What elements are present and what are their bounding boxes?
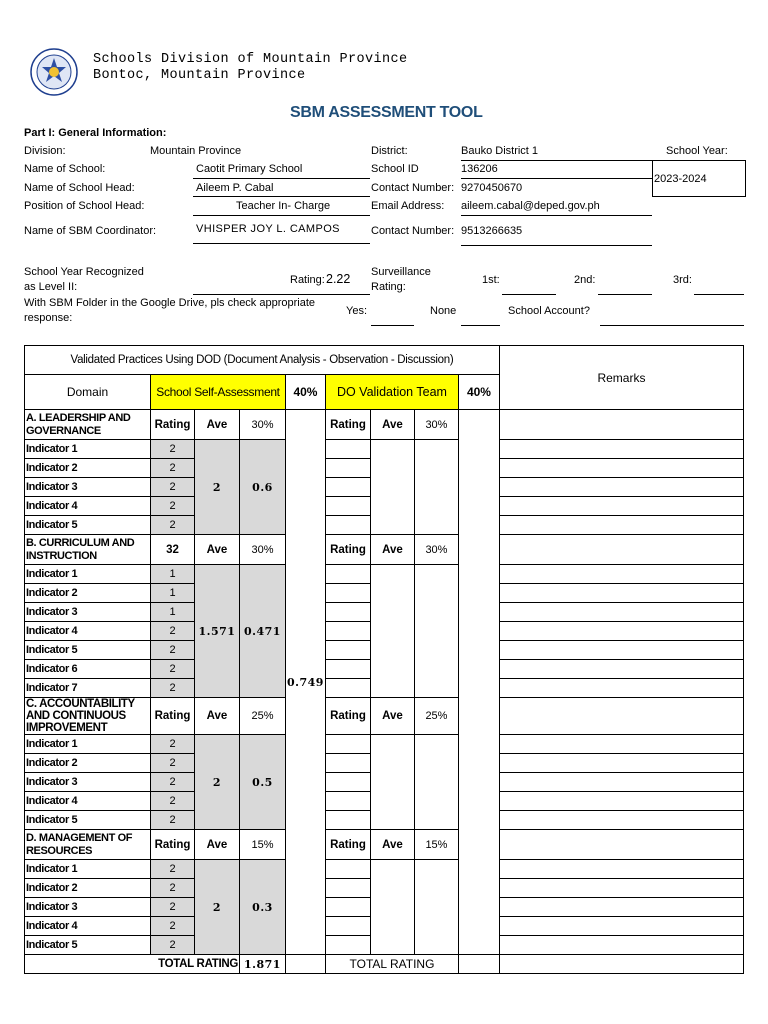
indicator-rating: 2 (151, 754, 195, 773)
indicator-label: Indicator 1 (25, 440, 151, 459)
indicator-rating: 2 (151, 622, 195, 641)
do-total-rating-label: TOTAL RATING (325, 955, 458, 974)
domain-ave-head: Ave (195, 535, 240, 565)
do-indicator-rating (325, 773, 370, 792)
first-label: 1st: (482, 274, 500, 286)
domain-weight: 30% (240, 410, 286, 440)
org-line-1: Schools Division of Mountain Province (93, 52, 408, 67)
do-domain-weighted (414, 735, 458, 830)
domain-ave-head: Ave (195, 830, 240, 860)
do-indicator-rating (325, 641, 370, 660)
remarks-cell (499, 603, 743, 622)
deped-seal-logo (30, 48, 78, 96)
do-weight: 30% (414, 410, 458, 440)
indicator-label: Indicator 1 (25, 735, 151, 754)
remarks-cell (499, 497, 743, 516)
domain-ave: 1.571 (195, 565, 240, 698)
do-indicator-rating (325, 584, 370, 603)
do-indicator-rating (325, 735, 370, 754)
indicator-label: Indicator 4 (25, 792, 151, 811)
do-indicator-rating (325, 497, 370, 516)
coordinator-contact-value: 9513266635 (461, 225, 523, 237)
do-weight: 30% (414, 535, 458, 565)
domain-weighted: 0.3 (240, 860, 286, 955)
email-value: aileem.cabal@deped.gov.ph (461, 200, 600, 212)
domain-header: Domain (25, 375, 151, 410)
domain-rating-head: Rating (151, 410, 195, 440)
remarks-cell (499, 660, 743, 679)
do-ave-head: Ave (370, 535, 414, 565)
do-ave-head: Ave (370, 830, 414, 860)
domain-ave: 2 (195, 440, 240, 535)
remarks-cell (499, 879, 743, 898)
division-label: Division: (24, 145, 66, 157)
remarks-cell (499, 735, 743, 754)
do-indicator-rating (325, 898, 370, 917)
remarks-cell (499, 641, 743, 660)
domain-weighted: 0.471 (240, 565, 286, 698)
do-domain-ave (370, 735, 414, 830)
domain-weight: 15% (240, 830, 286, 860)
third-label: 3rd: (673, 274, 692, 286)
self-assessment-header: School Self-Assessment (151, 375, 286, 410)
indicator-rating: 2 (151, 936, 195, 955)
do-domain-ave (370, 860, 414, 955)
division-value: Mountain Province (150, 145, 242, 157)
indicator-rating: 1 (151, 565, 195, 584)
domain-ave-head: Ave (195, 698, 240, 735)
do-weight: 15% (414, 830, 458, 860)
part1-heading: Part I: General Information: (24, 127, 167, 139)
remarks-cell (499, 478, 743, 497)
indicator-rating: 2 (151, 459, 195, 478)
indicator-label: Indicator 3 (25, 773, 151, 792)
do-indicator-rating (325, 565, 370, 584)
table-caption: Validated Practices Using DOD (Document Analysis - Observation - Discussion) (25, 346, 500, 375)
assessment-table (24, 345, 744, 974)
remarks-cell (499, 440, 743, 459)
do-indicator-rating (325, 622, 370, 641)
domain-rating-head: Rating (151, 830, 195, 860)
indicator-rating: 2 (151, 898, 195, 917)
do-indicator-rating (325, 440, 370, 459)
indicator-label: Indicator 7 (25, 679, 151, 698)
do-indicator-rating (325, 754, 370, 773)
remarks-cell (499, 535, 743, 565)
email-label: Email Address: (371, 200, 445, 212)
second-label: 2nd: (574, 274, 596, 286)
domain-rating-head: Rating (151, 698, 195, 735)
rating-label: Rating: (290, 274, 325, 286)
indicator-rating: 1 (151, 584, 195, 603)
contact-value: 9270450670 (461, 182, 523, 194)
do-rating-head: Rating (325, 410, 370, 440)
total-spacer (286, 955, 326, 974)
position-value: Teacher In- Charge (236, 200, 331, 212)
domain-name: B. CURRICULUM AND INSTRUCTION (25, 535, 151, 565)
indicator-label: Indicator 3 (25, 478, 151, 497)
indicator-rating: 2 (151, 478, 195, 497)
do-domain-weighted (414, 860, 458, 955)
district-value: Bauko District 1 (461, 145, 539, 157)
indicator-label: Indicator 5 (25, 811, 151, 830)
domain-ave: 2 (195, 735, 240, 830)
school-name-label: Name of School: (24, 163, 106, 175)
do-indicator-rating (325, 860, 370, 879)
domain-name: D. MANAGEMENT OF RESOURCES (25, 830, 151, 860)
do-indicator-rating (325, 936, 370, 955)
remarks-cell (499, 936, 743, 955)
district-label: District: (371, 145, 408, 157)
remarks-cell (499, 516, 743, 535)
remarks-cell (499, 860, 743, 879)
folder-label-2: response: (24, 312, 73, 324)
indicator-rating: 2 (151, 679, 195, 698)
domain-weighted: 0.5 (240, 735, 286, 830)
indicator-label: Indicator 3 (25, 898, 151, 917)
school-name-value: Caotit Primary School (196, 163, 303, 175)
remarks-header: Remarks (499, 346, 743, 410)
remarks-cell (499, 955, 743, 974)
indicator-label: Indicator 2 (25, 879, 151, 898)
remarks-cell (499, 773, 743, 792)
domain-weight: 25% (240, 698, 286, 735)
domain-weighted: 0.6 (240, 440, 286, 535)
domain-weight: 30% (240, 535, 286, 565)
indicator-label: Indicator 6 (25, 660, 151, 679)
school-head-value: Aileem P. Cabal (196, 182, 274, 194)
rating-value: 2.22 (326, 272, 351, 286)
surveillance-label-2: Rating: (371, 281, 406, 293)
school-account-label: School Account? (508, 305, 590, 317)
indicator-rating: 2 (151, 792, 195, 811)
total-rating-label: TOTAL RATING (25, 955, 240, 974)
indicator-label: Indicator 4 (25, 917, 151, 936)
school-head-label: Name of School Head: (24, 182, 135, 194)
do-indicator-rating (325, 792, 370, 811)
indicator-label: Indicator 4 (25, 497, 151, 516)
indicator-rating: 2 (151, 811, 195, 830)
indicator-label: Indicator 5 (25, 641, 151, 660)
do-indicator-rating (325, 459, 370, 478)
school-id-label: School ID (371, 163, 419, 175)
recognized-label-2: as Level II: (24, 281, 78, 293)
remarks-cell (499, 410, 743, 440)
indicator-rating: 1 (151, 603, 195, 622)
indicator-label: Indicator 2 (25, 584, 151, 603)
indicator-label: Indicator 5 (25, 936, 151, 955)
do-indicator-rating (325, 917, 370, 936)
indicator-rating: 2 (151, 735, 195, 754)
contact-label: Contact Number: (371, 182, 455, 194)
do-indicator-rating (325, 811, 370, 830)
yes-label: Yes: (346, 305, 368, 317)
remarks-cell (499, 584, 743, 603)
remarks-cell (499, 792, 743, 811)
do-indicator-rating (325, 478, 370, 497)
indicator-rating: 2 (151, 641, 195, 660)
remarks-cell (499, 459, 743, 478)
indicator-label: Indicator 4 (25, 622, 151, 641)
do-overall-cell (458, 410, 499, 955)
remarks-cell (499, 811, 743, 830)
org-line-2: Bontoc, Mountain Province (93, 68, 306, 83)
do-indicator-rating (325, 879, 370, 898)
position-label: Position of School Head: (24, 200, 145, 212)
domain-ave-head: Ave (195, 410, 240, 440)
remarks-cell (499, 830, 743, 860)
school-year-value: 2023-2024 (654, 173, 707, 185)
indicator-label: Indicator 1 (25, 565, 151, 584)
indicator-label: Indicator 3 (25, 603, 151, 622)
coordinator-contact-label: Contact Number: (371, 225, 455, 237)
do-domain-weighted (414, 565, 458, 698)
grand-ave: 0.749 (286, 410, 326, 955)
coordinator-value: VHISPER JOY L. CAMPOS (196, 223, 340, 235)
surveillance-label-1: Surveillance (371, 266, 431, 278)
remarks-cell (499, 565, 743, 584)
domain-rating-head: 32 (151, 535, 195, 565)
indicator-rating: 2 (151, 497, 195, 516)
remarks-cell (499, 754, 743, 773)
do-domain-ave (370, 440, 414, 535)
indicator-rating: 2 (151, 917, 195, 936)
do-indicator-rating (325, 603, 370, 622)
indicator-rating: 2 (151, 660, 195, 679)
do-validation-header: DO Validation Team (325, 375, 458, 410)
school-year-label: School Year: (666, 145, 728, 157)
do-indicator-rating (325, 660, 370, 679)
page-title: SBM ASSESSMENT TOOL (290, 104, 483, 121)
indicator-label: Indicator 2 (25, 459, 151, 478)
indicator-rating: 2 (151, 516, 195, 535)
do-ave-head: Ave (370, 410, 414, 440)
total-rating-value: 1.871 (240, 955, 286, 974)
indicator-rating: 2 (151, 773, 195, 792)
indicator-label: Indicator 5 (25, 516, 151, 535)
indicator-label: Indicator 2 (25, 754, 151, 773)
domain-ave: 2 (195, 860, 240, 955)
none-label: None (430, 305, 457, 317)
do-weight-header: 40% (458, 375, 499, 410)
do-rating-head: Rating (325, 698, 370, 735)
do-ave-head: Ave (370, 698, 414, 735)
remarks-cell (499, 917, 743, 936)
remarks-cell (499, 898, 743, 917)
indicator-rating: 2 (151, 440, 195, 459)
do-domain-weighted (414, 440, 458, 535)
do-indicator-rating (325, 679, 370, 698)
self-weight-header: 40% (286, 375, 326, 410)
do-rating-head: Rating (325, 535, 370, 565)
school-id-value: 136206 (461, 163, 498, 175)
indicator-rating: 2 (151, 879, 195, 898)
remarks-cell (499, 622, 743, 641)
recognized-label-1: School Year Recognized (24, 266, 144, 278)
do-rating-head: Rating (325, 830, 370, 860)
do-weight: 25% (414, 698, 458, 735)
remarks-cell (499, 698, 743, 735)
remarks-cell (499, 679, 743, 698)
folder-label-1: With SBM Folder in the Google Drive, pls check appropriate (24, 297, 316, 309)
domain-name: C. ACCOUNTABILITY AND CONTINUOUS IMPROVEMENT (25, 698, 151, 735)
domain-name: A. LEADERSHIP AND GOVERNANCE (25, 410, 151, 440)
do-total-rating-value (458, 955, 499, 974)
indicator-label: Indicator 1 (25, 860, 151, 879)
do-indicator-rating (325, 516, 370, 535)
coordinator-label: Name of SBM Coordinator: (24, 225, 157, 237)
do-domain-ave (370, 565, 414, 698)
indicator-rating: 2 (151, 860, 195, 879)
